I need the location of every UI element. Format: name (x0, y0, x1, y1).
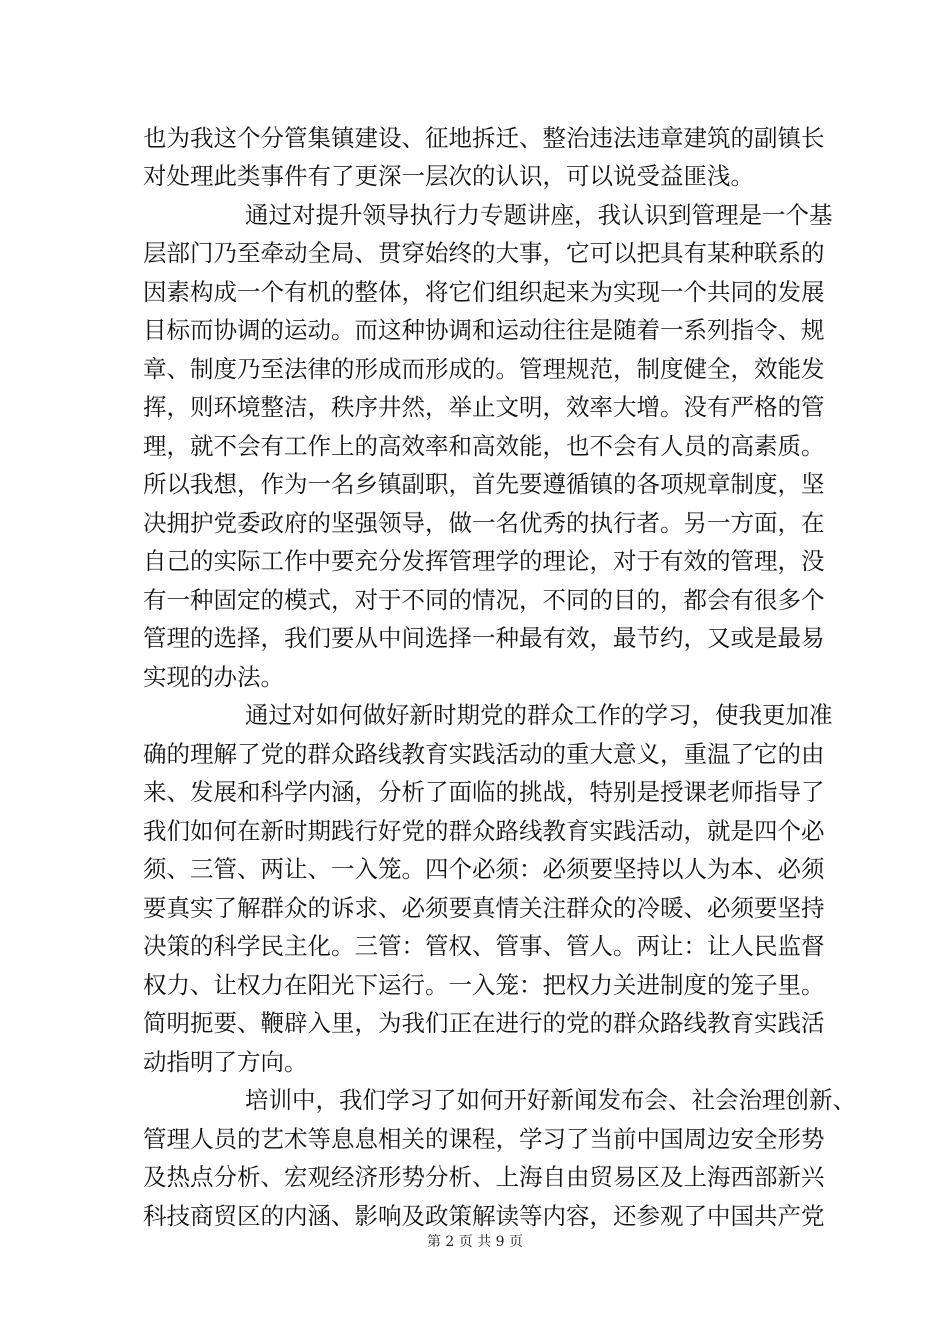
text-line: 权力、让权力在阳光下运行。一入笼：把权力关进制度的笼子里。 (143, 971, 825, 999)
text-line: 章、制度乃至法律的形成而形成的。管理规范，制度健全，效能发 (143, 355, 825, 383)
text-line: 我们如何在新时期践行好党的群众路线教育实践活动，就是四个必 (143, 817, 825, 845)
text-line: 决拥护党委政府的坚强领导，做一名优秀的执行者。另一方面，在 (143, 509, 825, 537)
page-footer: 第 2 页 共 9 页 (426, 1234, 524, 1250)
text-line: 有一种固定的模式，对于不同的情况，不同的目的，都会有很多个 (143, 586, 825, 614)
text-line: 管理的选择，我们要从中间选择一种最有效，最节约，又或是最易 (143, 624, 825, 652)
text-line: 确的理解了党的群众路线教育实践活动的重大意义，重温了它的由 (143, 740, 825, 768)
text-line: 对处理此类事件有了更深一层次的认识，可以说受益匪浅。 (143, 162, 754, 190)
text-line: 要真实了解群众的诉求、必须要真情关注群众的冷暖、必须要坚持 (143, 894, 825, 922)
paragraph-start-line: 培训中，我们学习了如何开好新闻发布会、社会治理创新、 (245, 1086, 856, 1114)
text-line: 管理人员的艺术等息息相关的课程，学习了当前中国周边安全形势 (143, 1125, 825, 1153)
text-line: 及热点分析、宏观经济形势分析、上海自由贸易区及上海西部新兴 (143, 1163, 825, 1191)
text-line: 简明扼要、鞭辟入里，为我们正在进行的党的群众路线教育实践活 (143, 1009, 825, 1037)
text-line: 层部门乃至牵动全局、贯穿始终的大事，它可以把具有某种联系的 (143, 239, 825, 267)
text-line: 来、发展和科学内涵，分析了面临的挑战，特别是授课老师指导了 (143, 778, 825, 806)
text-line: 理，就不会有工作上的高效率和高效能，也不会有人员的高素质。 (143, 432, 825, 460)
paragraph-start-line: 通过对提升领导执行力专题讲座，我认识到管理是一个基 (245, 201, 833, 229)
paragraph-start-line: 通过对如何做好新时期党的群众工作的学习，使我更加准 (245, 701, 833, 729)
text-line: 所以我想，作为一名乡镇副职，首先要遵循镇的各项规章制度，坚 (143, 470, 825, 498)
text-line: 决策的科学民主化。三管：管权、管事、管人。两让：让人民监督 (143, 932, 825, 960)
text-line: 自己的实际工作中要充分发挥管理学的理论，对于有效的管理，没 (143, 547, 825, 575)
text-line: 须、三管、两让、一入笼。四个必须：必须要坚持以人为本、必须 (143, 855, 825, 883)
text-line: 实现的办法。 (143, 663, 284, 691)
text-line: 也为我这个分管集镇建设、征地拆迁、整治违法违章建筑的副镇长 (143, 124, 825, 152)
text-line: 因素构成一个有机的整体，将它们组织起来为实现一个共同的发展 (143, 278, 825, 306)
text-line: 科技商贸区的内涵、影响及政策解读等内容，还参观了中国共产党 (143, 1202, 825, 1230)
text-line: 动指明了方向。 (143, 1048, 308, 1076)
text-line: 挥，则环境整洁，秩序井然，举止文明，效率大增。没有严格的管 (143, 393, 825, 421)
text-line: 目标而协调的运动。而这种协调和运动往往是随着一系列指令、规 (143, 316, 825, 344)
